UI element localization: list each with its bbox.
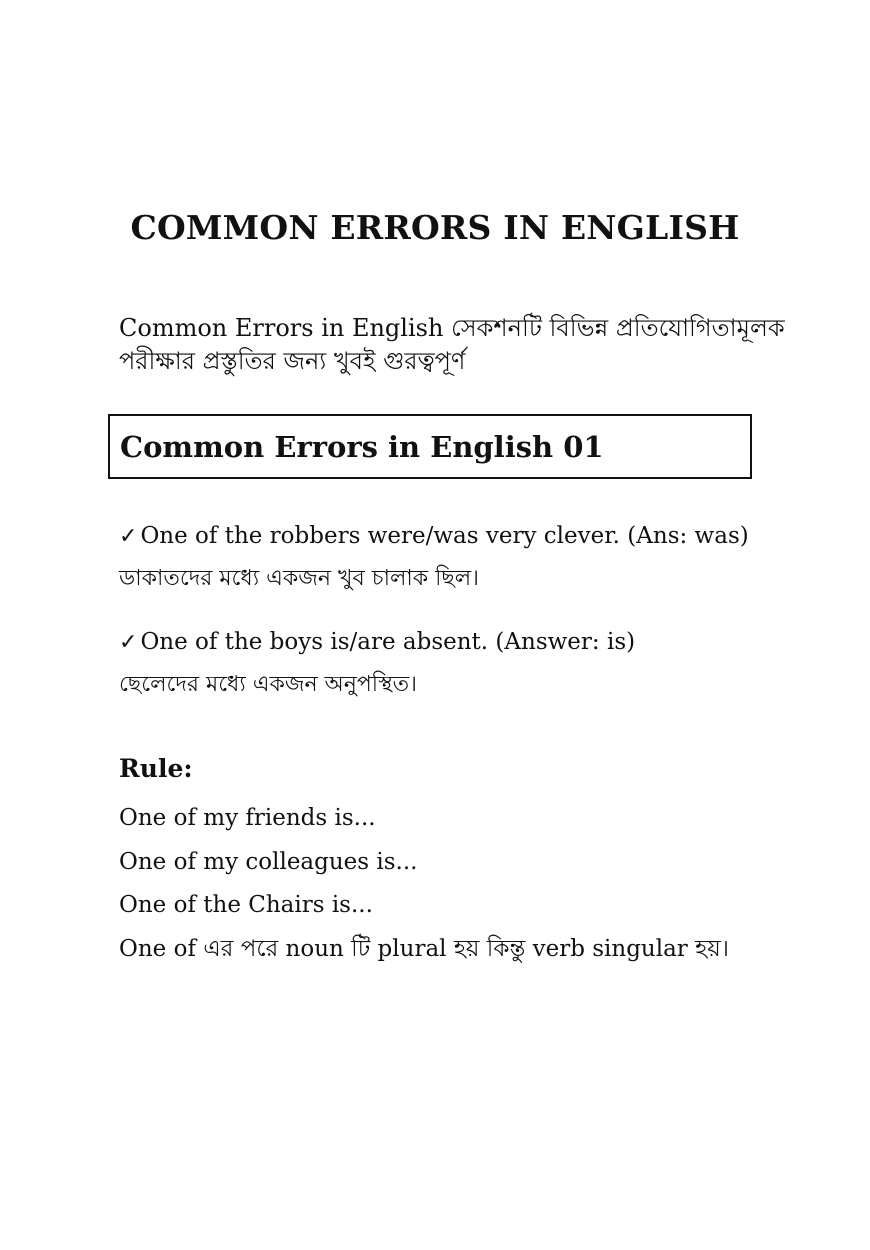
rule-line: One of এর পরে noun টি plural হয় কিন্তু verb singular হয়।: [119, 935, 729, 962]
example-sentence-line: [119, 628, 819, 657]
check-mark-icon: ✓: [119, 524, 138, 549]
page-title: COMMON ERRORS IN ENGLISH: [130, 208, 740, 247]
rule-heading: Rule:: [119, 754, 193, 783]
example-sentence: One of the boys is/are absent. (Answer: is): [140, 629, 636, 655]
rule-list: [119, 797, 729, 971]
rule-line: One of my colleagues is...: [119, 848, 418, 875]
example-translation: ছেলেদের মধ্যে একজন অনুপস্থিত।: [119, 672, 418, 697]
example-translation: ডাকাতদের মধ্যে একজন খুব চালাক ছিল।: [119, 566, 480, 591]
rule-line: One of the Chairs is...: [119, 892, 373, 918]
example-sentence-line: [119, 522, 819, 551]
intro-paragraph: Common Errors in English সেকশনটি বিভিন্ন প্রতিযোগিতামূলক পরীক্ষার প্রস্তুতির জন্য খুবই গুরত্বপূর্ণ: [119, 314, 785, 375]
example-sentence: One of the robbers were/was very clever. (Ans: was): [140, 523, 749, 549]
rule-line: One of my friends is...: [119, 805, 376, 831]
check-mark-icon: ✓: [119, 630, 138, 655]
example-item: [119, 628, 819, 699]
section-heading: Common Errors in English 01: [120, 430, 604, 464]
section-heading-box: [108, 414, 752, 479]
example-item: [119, 522, 819, 593]
